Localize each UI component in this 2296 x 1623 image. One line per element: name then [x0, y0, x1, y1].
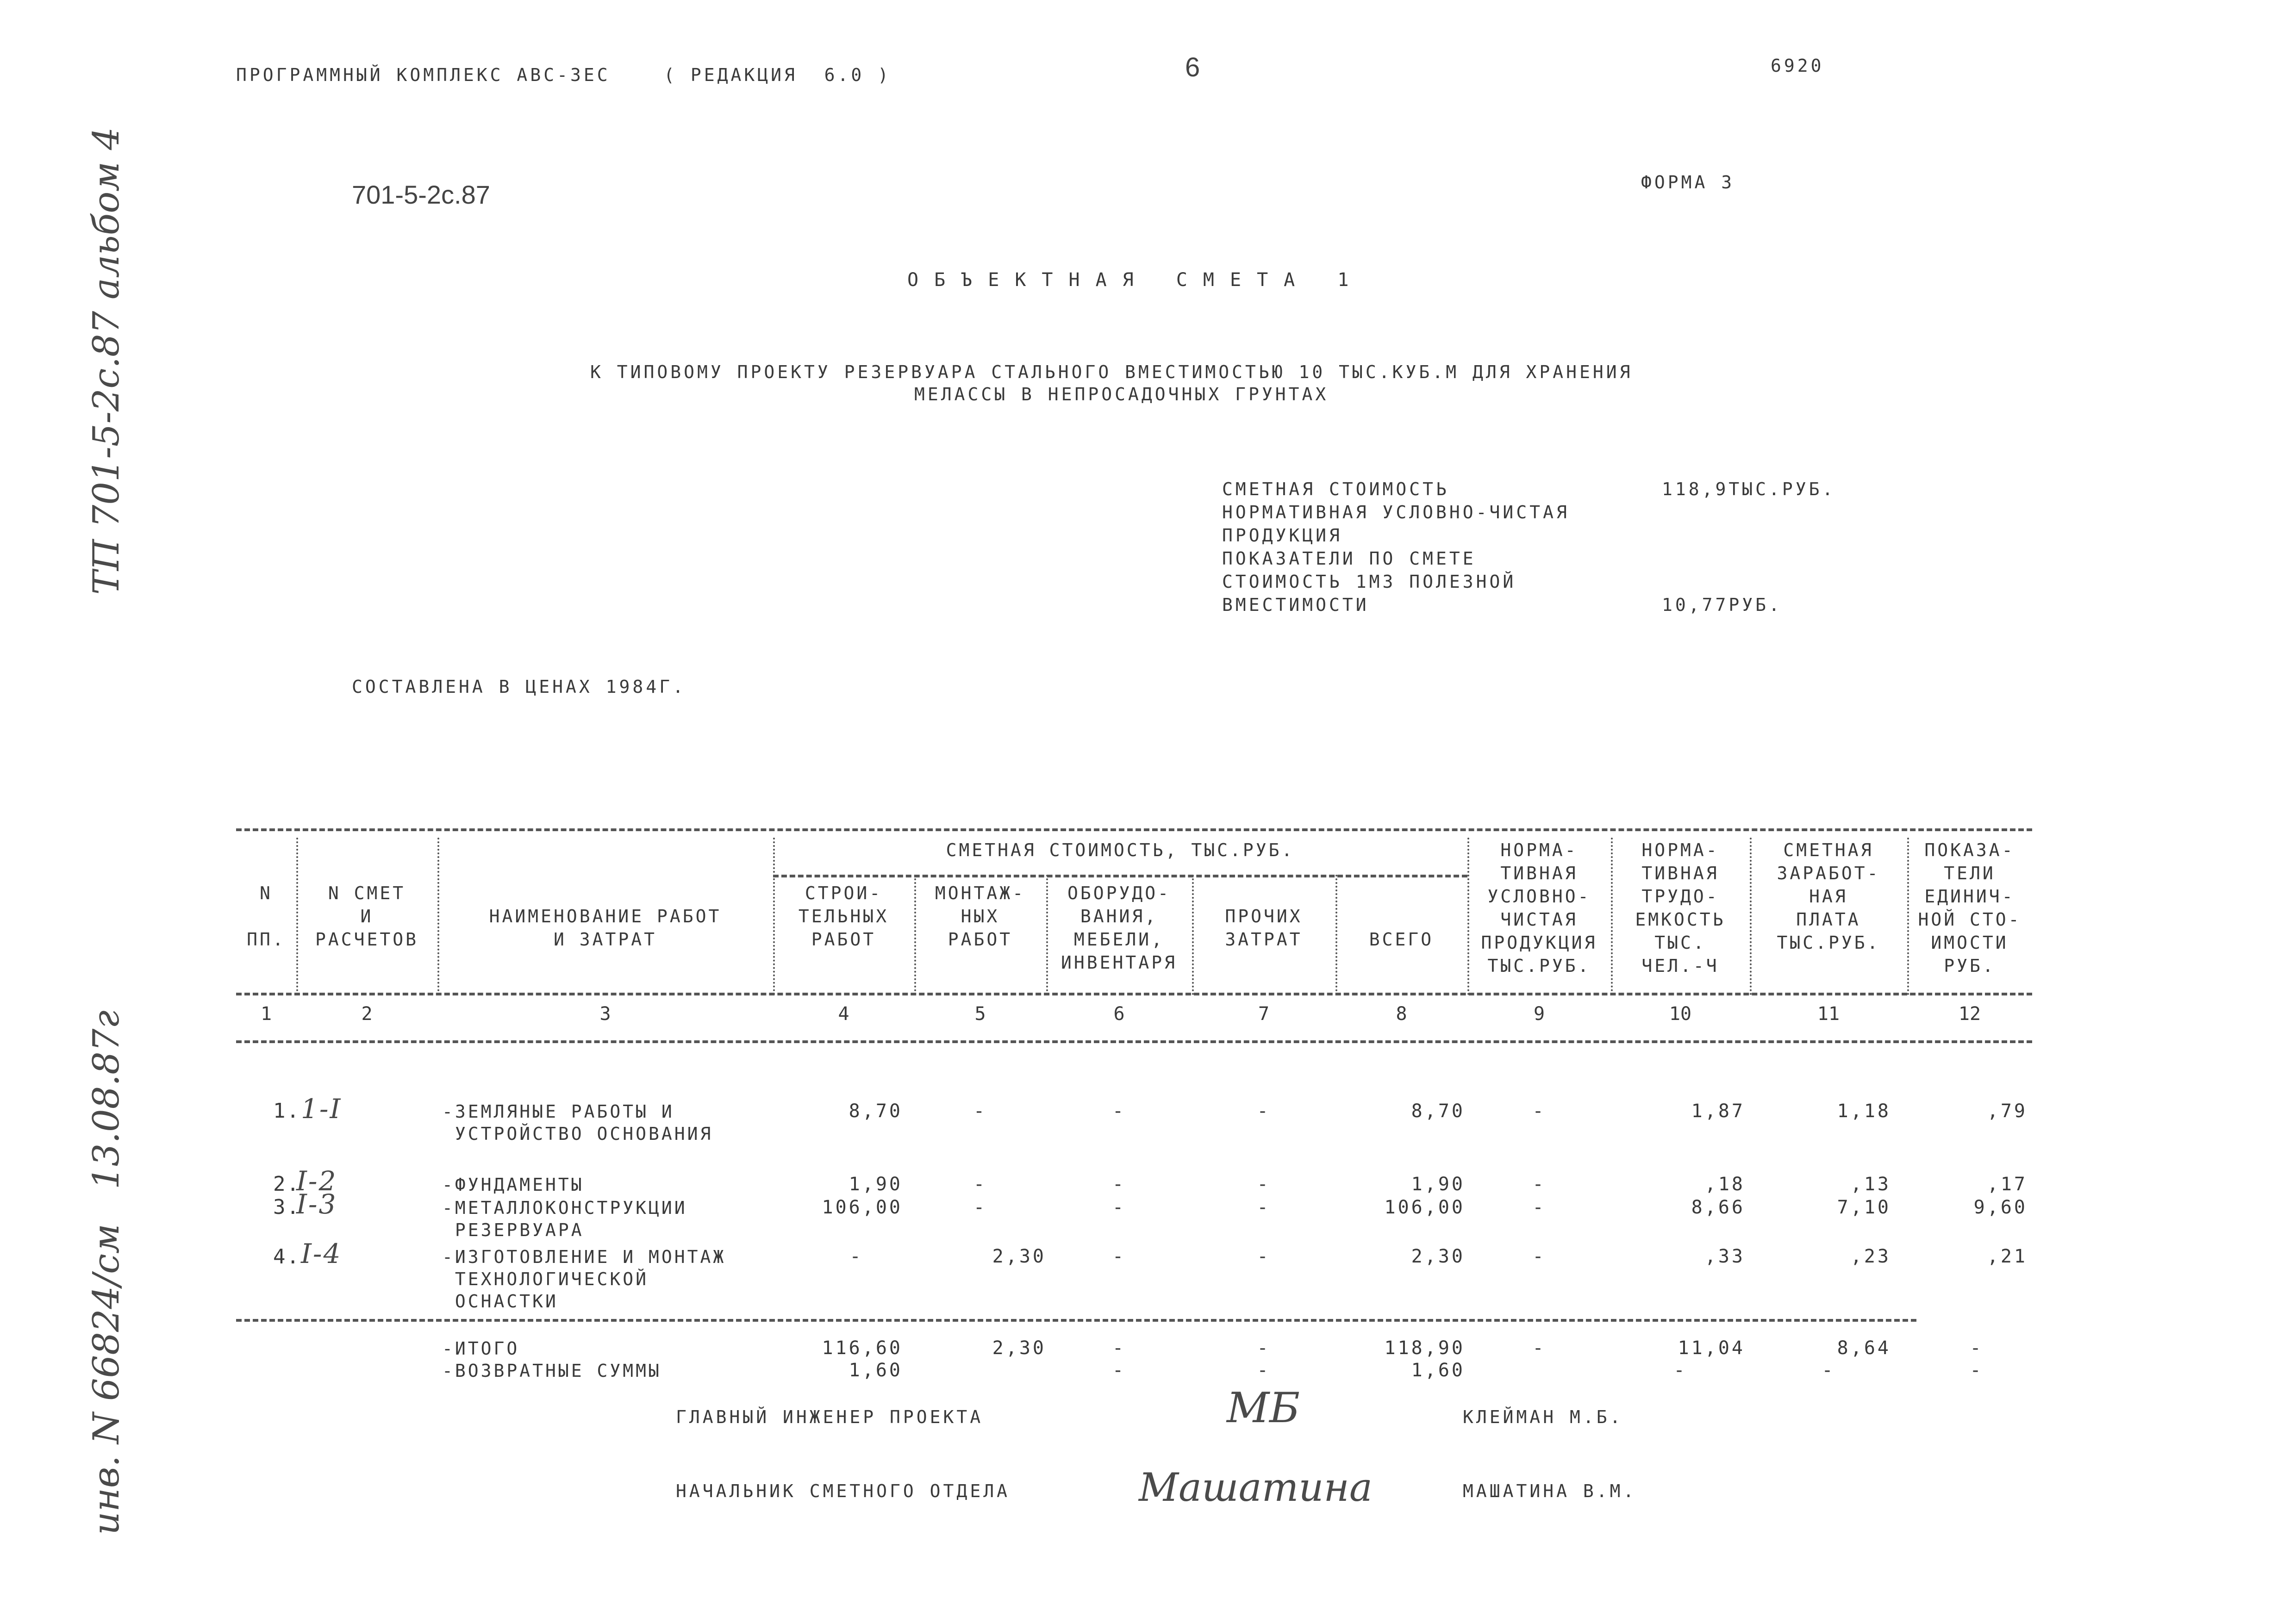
col-number: 9: [1533, 1003, 1545, 1025]
form-label: ФОРМА 3: [1641, 172, 1735, 193]
cell-construction: 106,00: [822, 1197, 903, 1218]
total-label: -ИТОГО: [442, 1338, 520, 1359]
cell-total: 1,60: [1411, 1360, 1465, 1381]
cell-equipment: -: [1112, 1337, 1126, 1359]
col-number: 2: [361, 1003, 373, 1025]
cell-other: -: [1257, 1246, 1271, 1267]
cell-other: -: [1257, 1174, 1271, 1195]
cell-installation: 2,30: [992, 1337, 1046, 1359]
cost-label: СМЕТНАЯ СТОИМОСТЬ: [1222, 479, 1449, 499]
cell-wages: 7,10: [1837, 1197, 1891, 1218]
table-rule-header-bottom: [236, 993, 2032, 995]
cell-equipment: -: [1112, 1246, 1126, 1267]
cell-wages: 8,64: [1837, 1337, 1891, 1359]
refund-label: -ВОЗВРАТНЫЕ СУММЫ: [442, 1361, 661, 1381]
col-number: 10: [1669, 1003, 1692, 1025]
col-header-7: ПРОЧИХ ЗАТРАТ: [1225, 906, 1303, 950]
col-number: 1: [260, 1003, 272, 1025]
col-header-12: ПОКАЗА- ТЕЛИ ЕДИНИЧ- НОЙ СТО- ИМОСТИ РУБ.: [1918, 840, 2021, 976]
cell-net-product: -: [1532, 1101, 1546, 1122]
project-code: 701-5-2с.87: [352, 180, 490, 209]
unit-cost-value: 10,77РУБ.: [1662, 595, 1782, 615]
col-header-1: N ПП.: [247, 883, 286, 950]
cell-unit-cost: ,17: [1987, 1174, 2028, 1195]
table-rule-group: [773, 875, 1467, 877]
cell-equipment: -: [1112, 1360, 1126, 1381]
cell-other: -: [1257, 1337, 1271, 1359]
chief-engineer-label: ГЛАВНЫЙ ИНЖЕНЕР ПРОЕКТА: [676, 1407, 984, 1427]
norm-label-2: ПРОДУКЦИЯ: [1222, 525, 1342, 546]
row-reference: I-2: [296, 1165, 337, 1197]
col-number: 8: [1396, 1003, 1407, 1025]
row-reference: 1-I: [301, 1093, 342, 1125]
row-number: 3.: [273, 1195, 300, 1219]
row-name: -ЗЕМЛЯНЫЕ РАБОТЫ И УСТРОЙСТВО ОСНОВАНИЯ: [442, 1101, 713, 1144]
cell-construction: 1,60: [849, 1360, 903, 1381]
cell-equipment: -: [1112, 1101, 1126, 1122]
col-header-10: НОРМА- ТИВНАЯ ТРУДО- ЕМКОСТЬ ТЫС. ЧЕЛ.-Ч: [1635, 840, 1726, 976]
estimate-subtitle-line2: МЕЛАССЫ В НЕПРОСАДОЧНЫХ ГРУНТАХ: [914, 384, 1329, 404]
col-header-8: ВСЕГО: [1369, 929, 1434, 950]
estimate-subtitle-line1: К ТИПОВОМУ ПРОЕКТУ РЕЗЕРВУАРА СТАЛЬНОГО ВМЕСТИМОСТЬЮ 10 ТЫС.КУБ.М ДЛЯ ХРАНЕНИЯ: [590, 362, 1633, 382]
cell-labor: 8,66: [1691, 1197, 1745, 1218]
page-number: 6: [1185, 52, 1200, 82]
cell-unit-cost: -: [1970, 1337, 1984, 1359]
estimate-head-label: НАЧАЛЬНИК СМЕТНОГО ОТДЕЛА: [676, 1481, 1010, 1501]
cell-labor: 11,04: [1678, 1337, 1745, 1359]
unit-cost-label-2: ВМЕСТИМОСТИ: [1222, 595, 1369, 615]
col-number: 6: [1113, 1003, 1125, 1025]
col-header-11: СМЕТНАЯ ЗАРАБОТ- НАЯ ПЛАТА ТЫС.РУБ.: [1777, 840, 1880, 953]
col-header-9: НОРМА- ТИВНАЯ УСЛОВНО- ЧИСТАЯ ПРОДУКЦИЯ ТЫС.РУБ.: [1481, 840, 1597, 976]
norm-label-1: НОРМАТИВНАЯ УСЛОВНО-ЧИСТАЯ: [1222, 502, 1570, 522]
cell-installation: 2,30: [992, 1246, 1046, 1267]
col-number: 5: [974, 1003, 986, 1025]
indicators-label: ПОКАЗАТЕЛИ ПО СМЕТЕ: [1222, 548, 1476, 569]
cell-wages: -: [1822, 1360, 1835, 1381]
cell-installation: -: [973, 1101, 987, 1122]
col-header-4: СТРОИ- ТЕЛЬНЫХ РАБОТ: [798, 883, 889, 950]
cell-unit-cost: ,79: [1987, 1101, 2028, 1122]
table-rule-body-bottom: [236, 1319, 1916, 1322]
cell-total: 8,70: [1411, 1101, 1465, 1122]
cost-value: 118,9ТЫС.РУБ.: [1662, 479, 1836, 499]
row-number: 4.: [273, 1245, 300, 1269]
table-rule-colnum-bottom: [236, 1040, 2032, 1043]
document-number: 6920: [1771, 56, 1824, 76]
cell-net-product: -: [1532, 1246, 1546, 1267]
table-group-header: СМЕТНАЯ СТОИМОСТЬ, ТЫС.РУБ.: [946, 840, 1295, 860]
cell-wages: ,13: [1850, 1174, 1891, 1195]
cell-total: 118,90: [1384, 1337, 1465, 1359]
table-rule-top: [236, 828, 2032, 831]
col-number: 12: [1958, 1003, 1981, 1025]
estimate-head-signature: Машатина: [1139, 1465, 1373, 1510]
cell-labor: ,33: [1704, 1246, 1745, 1267]
cell-total: 2,30: [1411, 1246, 1465, 1267]
col-header-3: НАИМЕНОВАНИЕ РАБОТ И ЗАТРАТ: [489, 906, 722, 950]
row-name: -ФУНДАМЕНТЫ: [442, 1175, 584, 1195]
row-number: 2.: [273, 1172, 300, 1196]
cell-other: -: [1257, 1101, 1271, 1122]
col-number: 7: [1258, 1003, 1270, 1025]
cell-other: -: [1257, 1360, 1271, 1381]
chief-engineer-signature: МБ: [1227, 1384, 1300, 1432]
row-name: -МЕТАЛЛОКОНСТРУКЦИИ РЕЗЕРВУАРА: [442, 1198, 687, 1240]
col-header-2: N СМЕТ И РАСЧЕТОВ: [315, 883, 419, 950]
row-number: 1.: [273, 1099, 300, 1123]
cell-installation: -: [973, 1174, 987, 1195]
row-reference: I-3: [296, 1188, 337, 1220]
cell-net-product: -: [1532, 1197, 1546, 1218]
cell-construction: 116,60: [822, 1337, 903, 1359]
side-note-album: ТП 701-5-2с.87 альбом 4: [86, 127, 127, 595]
row-reference: I-4: [301, 1238, 342, 1269]
col-header-6: ОБОРУДО- ВАНИЯ, МЕБЕЛИ, ИНВЕНТАРЯ: [1061, 883, 1177, 973]
cell-equipment: -: [1112, 1174, 1126, 1195]
cell-total: 106,00: [1384, 1197, 1465, 1218]
cell-labor: 1,87: [1691, 1101, 1745, 1122]
cell-unit-cost: ,21: [1987, 1246, 2028, 1267]
side-note-inventory: инв. N 66824/см 13.08.87г: [86, 1010, 127, 1535]
cell-total: 1,90: [1411, 1174, 1465, 1195]
estimate-head-name: МАШАТИНА В.М.: [1463, 1481, 1637, 1501]
cell-net-product: -: [1532, 1174, 1546, 1195]
prices-note: СОСТАВЛЕНА В ЦЕНАХ 1984Г.: [352, 677, 686, 697]
cell-net-product: -: [1532, 1337, 1546, 1359]
cell-unit-cost: -: [1970, 1360, 1984, 1381]
cell-construction: -: [849, 1246, 863, 1267]
cell-unit-cost: 9,60: [1973, 1197, 2028, 1218]
cell-wages: 1,18: [1837, 1101, 1891, 1122]
cell-installation: -: [973, 1197, 987, 1218]
col-number: 3: [599, 1003, 611, 1025]
cell-labor: ,18: [1704, 1174, 1745, 1195]
row-name: -ИЗГОТОВЛЕНИЕ И МОНТАЖ ТЕХНОЛОГИЧЕСКОЙ ОСНАСТКИ: [442, 1247, 726, 1312]
cell-labor: -: [1673, 1360, 1687, 1381]
program-header: ПРОГРАММНЫЙ КОМПЛЕКС АВС-3ЕС ( РЕДАКЦИЯ 6.0 ): [236, 65, 892, 85]
cell-construction: 1,90: [849, 1174, 903, 1195]
cell-construction: 8,70: [849, 1101, 903, 1122]
col-header-5: МОНТАЖ- НЫХ РАБОТ: [935, 883, 1026, 950]
cell-other: -: [1257, 1197, 1271, 1218]
unit-cost-label-1: СТОИМОСТЬ 1М3 ПОЛЕЗНОЙ: [1222, 572, 1516, 592]
col-number: 4: [838, 1003, 849, 1025]
cell-equipment: -: [1112, 1197, 1126, 1218]
col-number: 11: [1817, 1003, 1840, 1025]
cell-wages: ,23: [1850, 1246, 1891, 1267]
estimate-title: ОБЪЕКТНАЯ СМЕТА 1: [907, 269, 1365, 291]
chief-engineer-name: КЛЕЙМАН М.Б.: [1463, 1407, 1623, 1427]
